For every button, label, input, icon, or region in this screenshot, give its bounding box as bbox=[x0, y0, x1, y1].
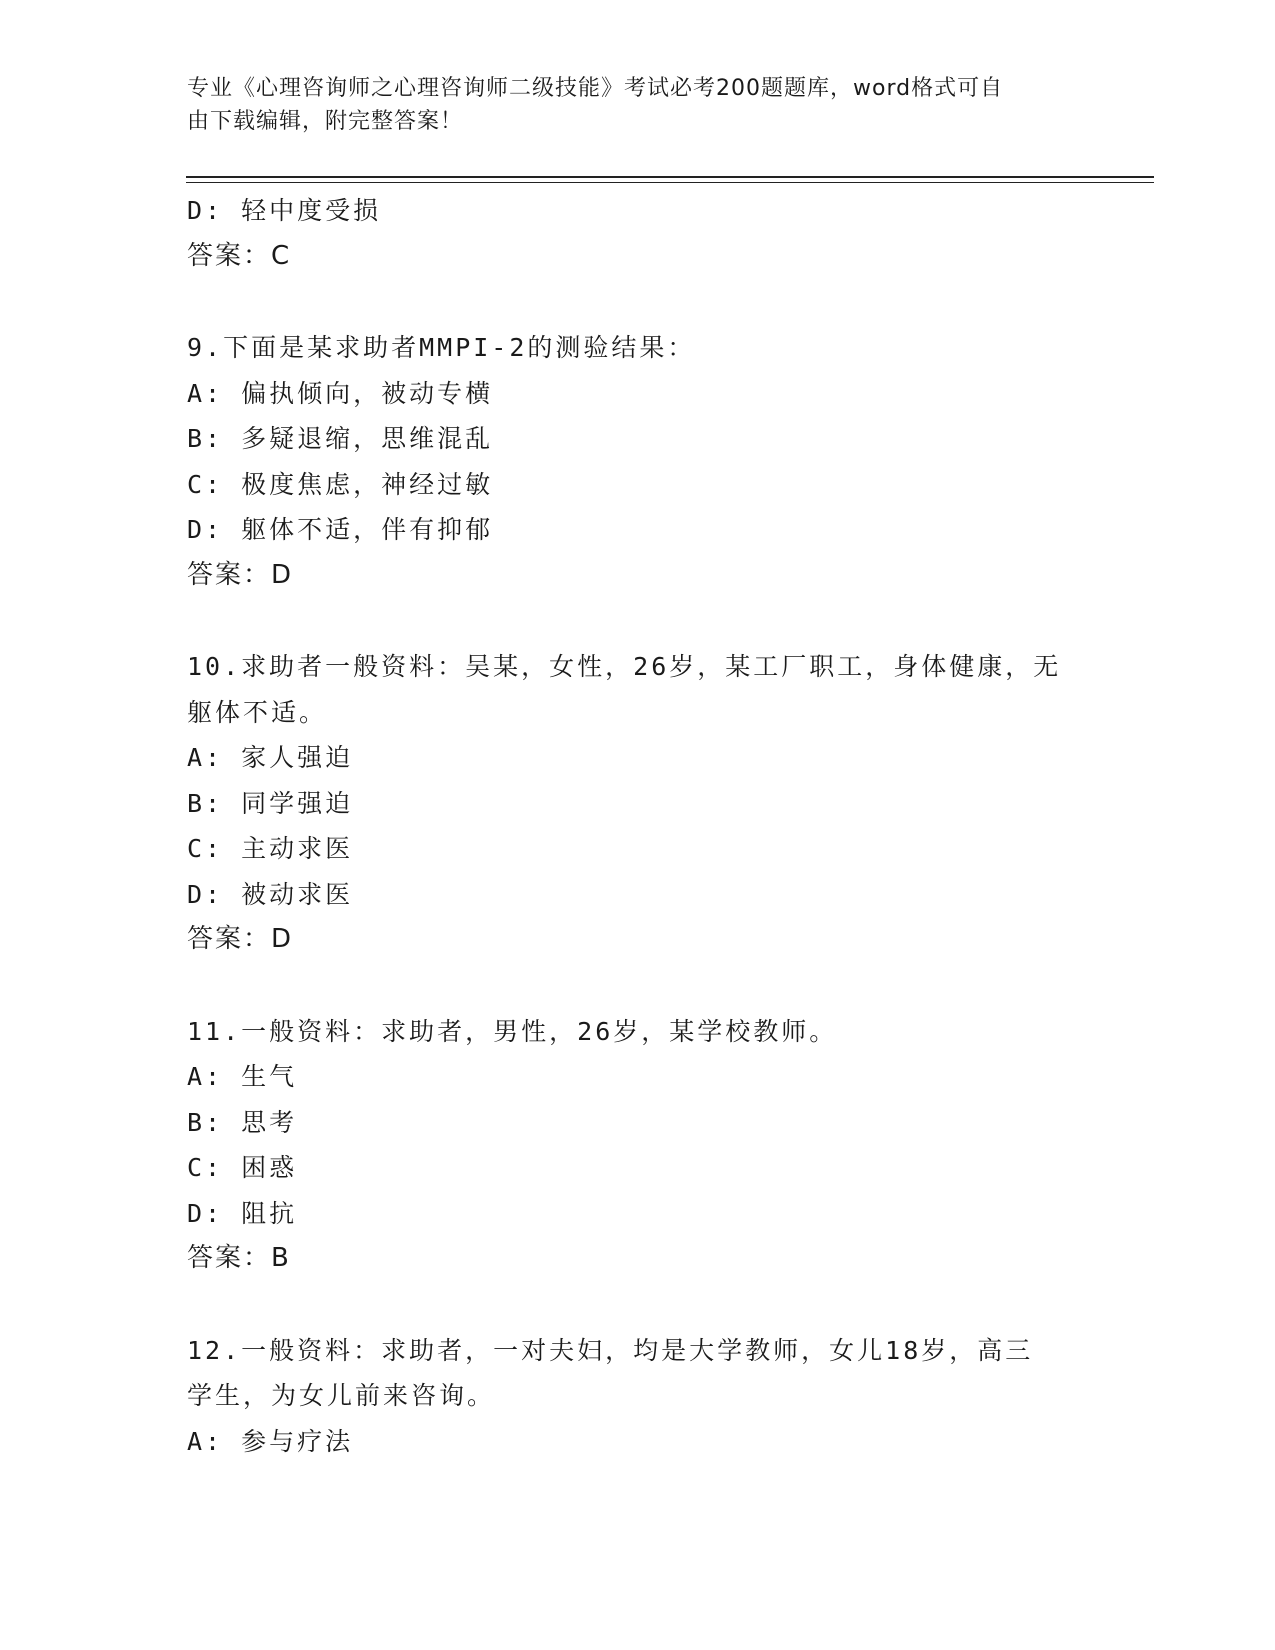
option-line: B: 同学强迫 bbox=[187, 788, 354, 818]
question-block bbox=[187, 188, 1087, 279]
question-block bbox=[187, 1009, 1087, 1282]
option-line: D: 躯体不适，伴有抑郁 bbox=[187, 515, 494, 544]
option-line: A: 参与疗法 bbox=[187, 1426, 354, 1456]
answer-line: 答案：D bbox=[187, 924, 294, 954]
question-stem: 10.求助者一般资料：吴某，女性，26岁，某工厂职工，身体健康，无 bbox=[187, 652, 1062, 681]
option-line: C: 极度焦虑，神经过敏 bbox=[187, 469, 494, 499]
option-line: A: 生气 bbox=[187, 1062, 298, 1091]
header-divider-thin bbox=[186, 182, 1154, 183]
question-block bbox=[187, 325, 1087, 598]
option-line: A: 家人强迫 bbox=[187, 743, 354, 772]
question-stem: 11.一般资料：求助者，男性，26岁，某学校教师。 bbox=[187, 1016, 838, 1046]
option-line: C: 主动求医 bbox=[187, 834, 354, 863]
header-divider-thick bbox=[186, 176, 1154, 178]
header-line-2: 由下载编辑，附完整答案！ bbox=[187, 109, 464, 134]
question-block bbox=[187, 1328, 1087, 1465]
option-line: B: 多疑退缩，思维混乱 bbox=[187, 424, 494, 453]
option-line: D: 轻中度受损 bbox=[187, 196, 382, 225]
question-stem: 12.一般资料：求助者，一对夫妇，均是大学教师，女儿18岁，高三 bbox=[187, 1335, 1034, 1365]
question-stem: 9.下面是某求助者MMPI-2的测验结果： bbox=[187, 333, 696, 362]
question-stem-continued: 躯体不适。 bbox=[187, 697, 328, 727]
answer-line: 答案：C bbox=[187, 240, 292, 271]
option-line: B: 思考 bbox=[187, 1107, 298, 1137]
option-line: D: 被动求医 bbox=[187, 879, 354, 909]
question-content bbox=[187, 188, 1087, 1464]
answer-line: 答案：D bbox=[187, 559, 294, 590]
question-block bbox=[187, 644, 1087, 963]
option-line: C: 困惑 bbox=[187, 1153, 298, 1182]
header-line-1: 专业《心理咨询师之心理咨询师二级技能》考试必考200题题库，word格式可自 bbox=[187, 76, 1004, 101]
option-line: A: 偏执倾向，被动专横 bbox=[187, 378, 494, 408]
question-stem-continued: 学生，为女儿前来咨询。 bbox=[187, 1381, 496, 1410]
document-header bbox=[187, 72, 1067, 138]
answer-line: 答案：B bbox=[187, 1243, 291, 1273]
option-line: D: 阻抗 bbox=[187, 1198, 298, 1228]
